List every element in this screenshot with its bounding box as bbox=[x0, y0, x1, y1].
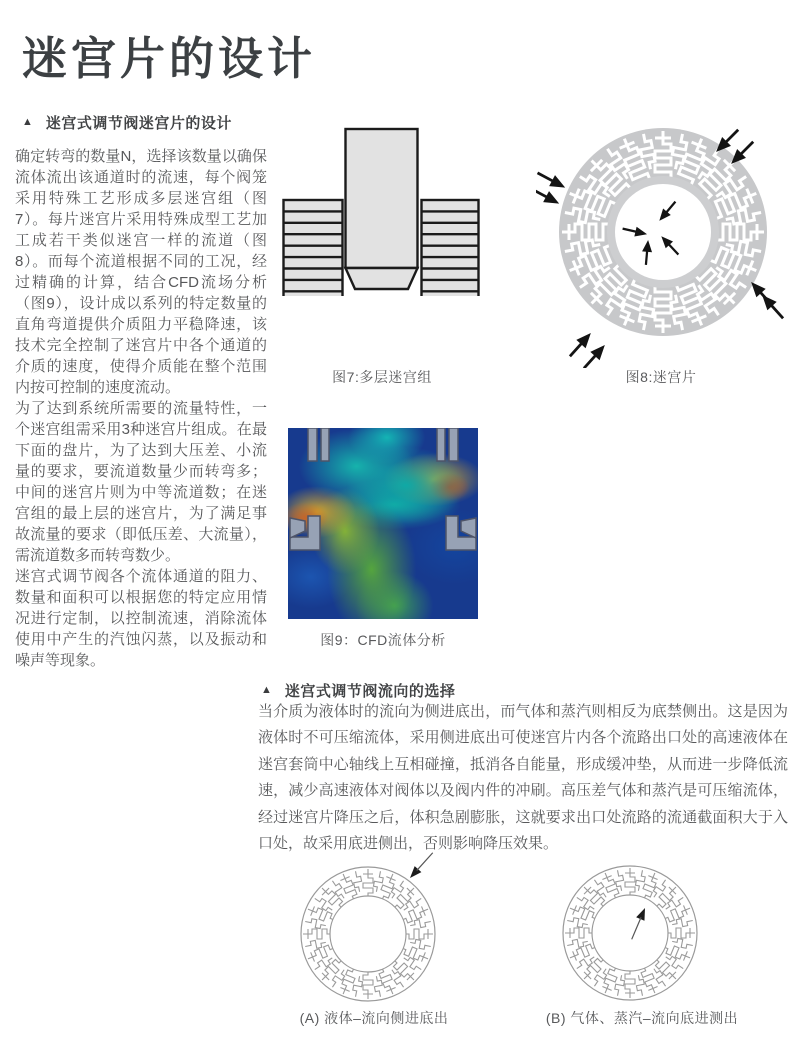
figure-a-liquid-flow-ring bbox=[293, 845, 453, 1007]
section-design-header bbox=[22, 112, 232, 133]
figure-8-caption: 图8:迷宫片 bbox=[625, 369, 697, 385]
flow-paragraph: 当介质为液体时的流向为侧进底出，而气体和蒸汽则相反为底禁侧出。这是因为液体时不可压缩流体，采用侧进底出可使迷宫片内各个流路出口处的高速液体在迷宫套筒中心轴线上互相碰撞，抵消各自能量，形成缓冲垫，从而进一步降低流速，减少高速液体对阀体以及阀内件的冲刷。高压差气体和蒸汽是可压缩流体，经过迷宫片降压之后，体积急剧膨胀，这就要求出口处流路的流通截面积大于入口处，故采用底进侧出，否则影响降压效果。 bbox=[258, 703, 788, 853]
figure-b-caption: (B) 气体、蒸汽–流向底进测出 bbox=[545, 1010, 739, 1026]
section-flow-header bbox=[261, 680, 455, 701]
figure-9-cfd-image bbox=[288, 428, 478, 619]
figure-a-caption: (A) 液体–流向侧进底出 bbox=[299, 1010, 449, 1026]
design-paragraph-1: 确定转弯的数量N，选择该数量以确保流体流出该通道时的流速，每个阀笼采用特殊工艺形成多层迷宫组（图7）。每片迷宫片采用特殊成型工艺加工成若干类似迷宫一样的流道（图8）。而每个流道根据不同的工况，经过精确的计算，结合CFD流场分析（图9），设计成以系列的特定数量的直角弯道提供介质阻力平稳降速，该技术完全控制了迷宫片中各个通道的介质的速度，使得介质能在整个范围内按可控制的速度流动。 bbox=[15, 148, 267, 396]
design-paragraph-2: 为了达到系统所需要的流量特性，一个迷宫组需采用3种迷宫片组成。在最下面的盘片，为了达到大压差、小流量的要求，要流道数量少而转弯多；中间的迷宫片则为中等流道数；在迷宫组的最上层的迷宫片，为了满足事故流量的要求（即低压差、大流量），需流道数多而转弯数少。 bbox=[15, 400, 267, 564]
figure-7-multilayer-labyrinth-diagram bbox=[280, 118, 482, 296]
figure-8-labyrinth-disc-diagram bbox=[536, 110, 786, 368]
page-title: 迷宫片的设计 bbox=[22, 33, 317, 84]
design-text-column bbox=[15, 146, 267, 671]
figure-7-caption: 图7:多层迷宫组 bbox=[332, 369, 432, 385]
section-flow-heading: 迷宫式调节阀流向的选择 bbox=[284, 683, 456, 700]
design-paragraph-3: 迷宫式调节阀各个流体通道的阻力、数量和面积可以根据您的特定应用情况进行定制，以控制流速，消除流体使用中产生的汽蚀闪蒸，以及振动和噪声等现象。 bbox=[15, 568, 267, 669]
inward-flow-arrow bbox=[407, 850, 436, 881]
section-design-heading: 迷宫式调节阀迷宫片的设计 bbox=[45, 115, 232, 132]
triangle-marker-icon: ▲ bbox=[261, 684, 272, 696]
triangle-marker-icon: ▲ bbox=[22, 116, 33, 128]
figure-9-caption: 图9：CFD流体分析 bbox=[320, 632, 446, 648]
cfd-valve-parts-overlay bbox=[288, 428, 478, 619]
figure-b-gas-flow-ring bbox=[555, 845, 715, 1007]
